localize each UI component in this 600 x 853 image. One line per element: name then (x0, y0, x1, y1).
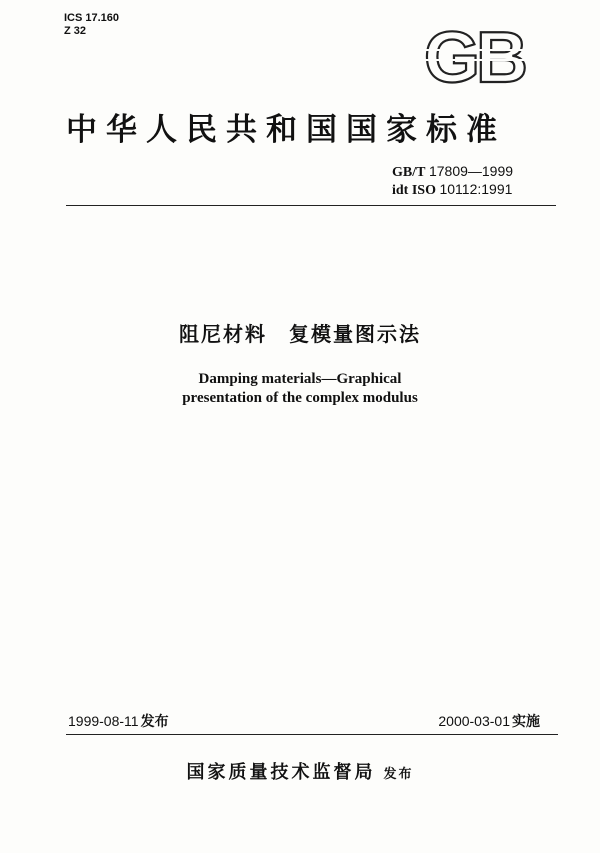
publisher-org: 国家质量技术监督局 (186, 762, 376, 783)
title-english-line1: Damping materials—Graphical (198, 371, 402, 387)
svg-text:GB: GB (424, 20, 524, 94)
std-prefix: GB/T (392, 165, 426, 180)
ics-code: ICS 17.160 (64, 12, 120, 24)
issue-date-value: 1999-08-11 (68, 713, 139, 729)
std-number: 17809—1999 (428, 163, 514, 179)
title-english (0, 370, 600, 408)
standard-type-heading: 中华人民共和国国家标准 (66, 112, 506, 148)
publisher-action: 发布 (383, 767, 414, 782)
gb-logo (408, 20, 540, 94)
publisher (0, 758, 600, 784)
standard-codes (392, 163, 513, 199)
header-divider (66, 205, 556, 206)
implement-date-value: 2000-03-01 (438, 713, 510, 729)
footer-divider (66, 734, 558, 735)
issue-date (68, 711, 169, 731)
classification-block (64, 12, 119, 38)
idt-prefix: idt ISO (392, 183, 436, 198)
implement-label: 实施 (512, 714, 540, 730)
title-chinese: 阻尼材料 复模量图示法 (179, 322, 421, 346)
title-english-line2: presentation of the complex modulus (182, 390, 418, 406)
class-code: Z 32 (64, 25, 87, 37)
idt-number: 10112:1991 (439, 181, 513, 197)
implement-date (438, 711, 540, 731)
issue-label: 发布 (140, 714, 169, 730)
